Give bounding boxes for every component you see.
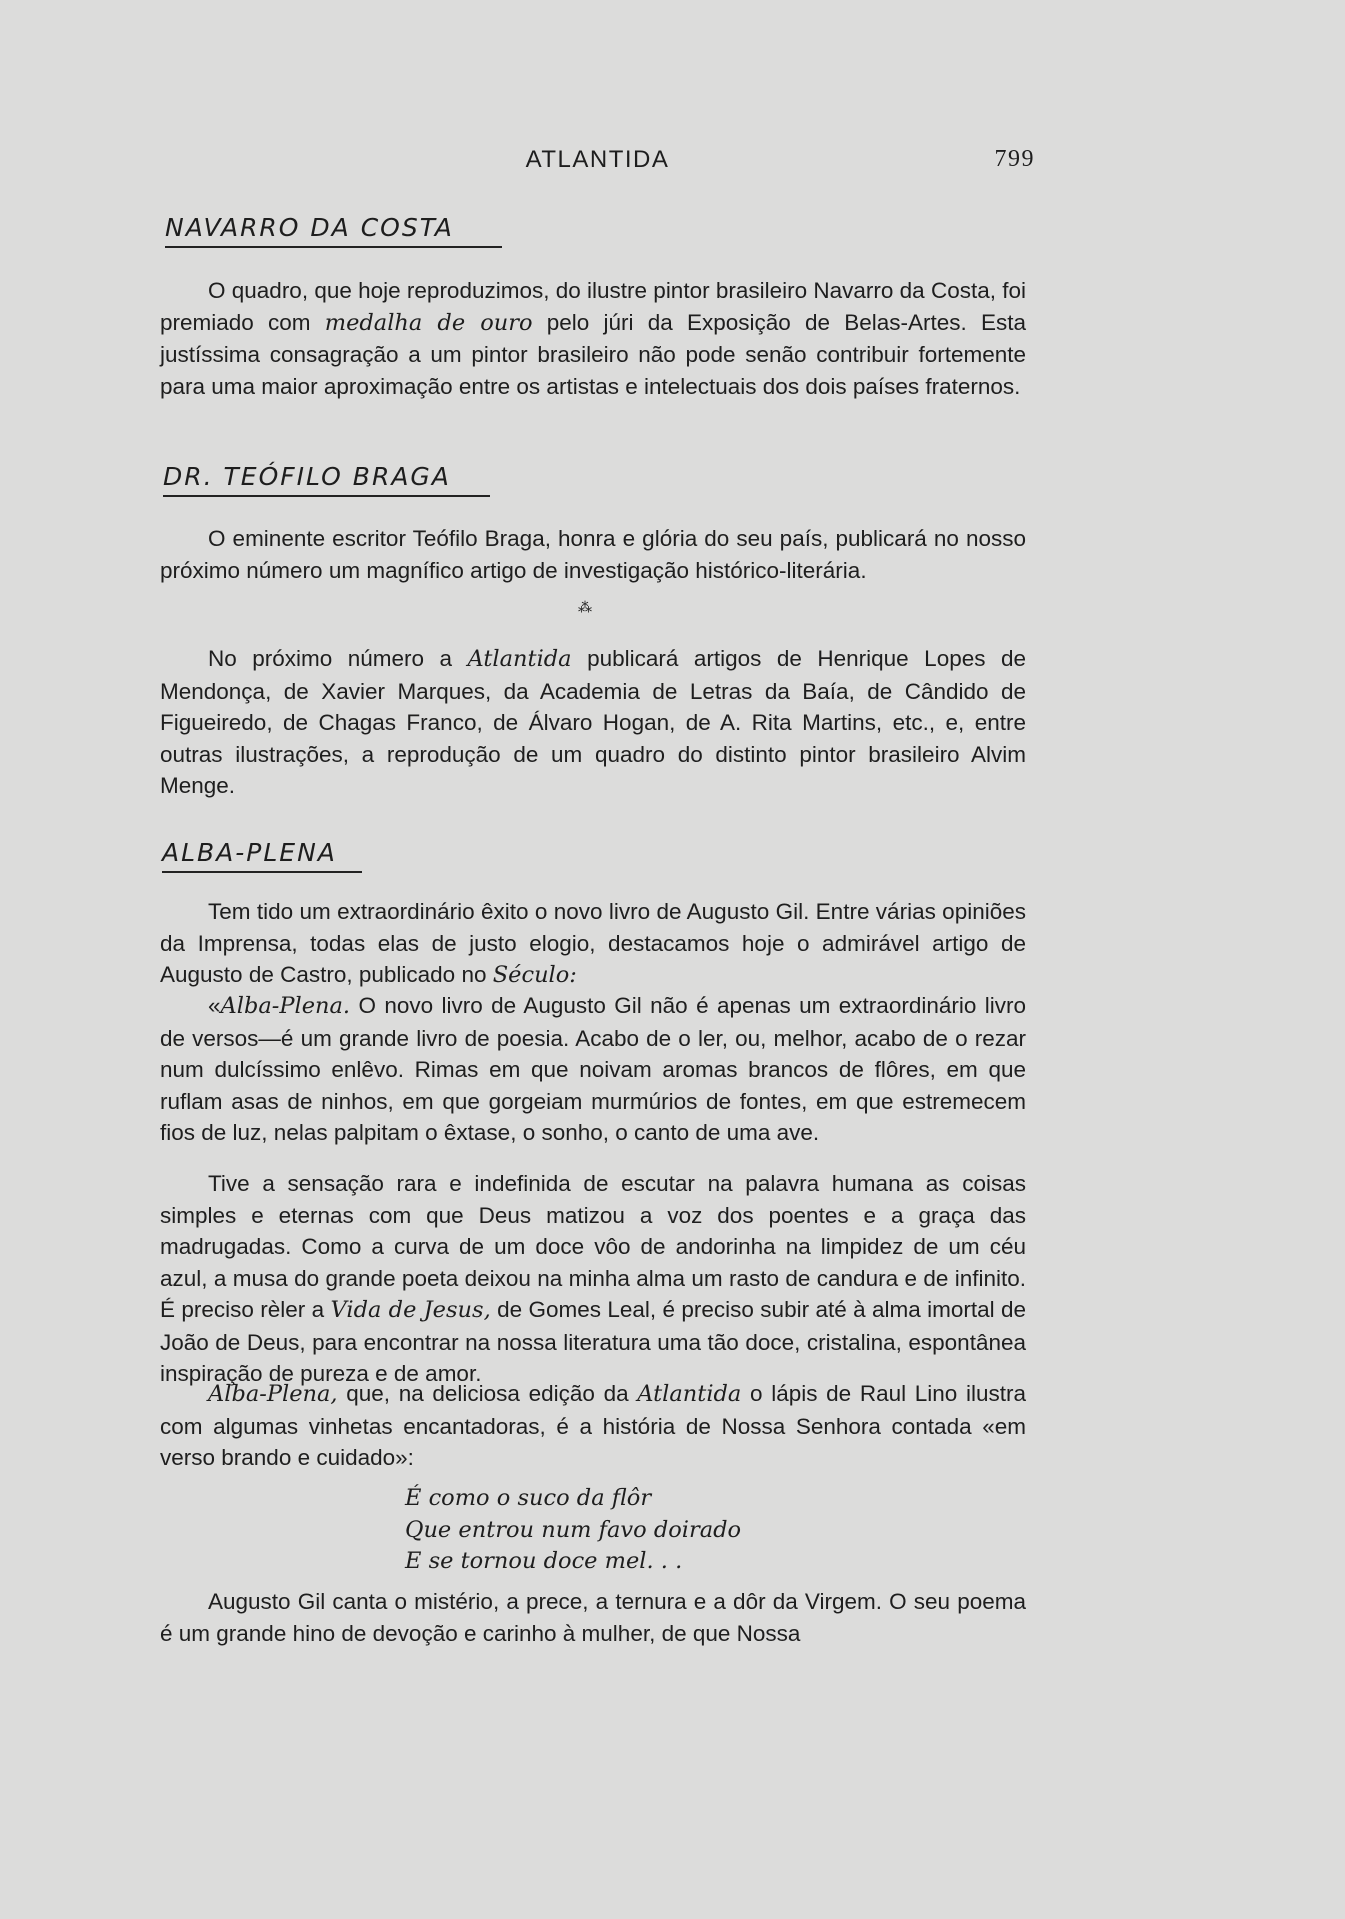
verse-quotation (405, 1483, 741, 1578)
running-head (160, 146, 1035, 178)
italic-text: Atlantida (467, 646, 572, 672)
paragraph-alba-plena-intro: Tem tido um extraordinário êxito o novo livro de Augusto Gil. Entre várias opiniões da Imprensa, todas elas de justo elogio, destacamos hoje o admirável artigo de Augusto de Castro, publicado no Século: (160, 899, 1026, 988)
paragraph-navarro-da-costa: O quadro, que hoje reproduzimos, do ilustre pintor brasileiro Navarro da Costa, foi premiado com medalha de ouro pelo júri da Exposição de Belas-Artes. Esta justíssima consagração a um pintor brasileiro não pode senão contribuir fortemente para uma maior aproximação entre os artistas e intelectuais dos dois países fraternos. (160, 278, 1026, 399)
paragraph-next-issue: No próximo número a Atlantida publicará artigos de Henrique Lopes de Mendonça, de Xavier Marques, da Academia de Letras da Baía, de Cândido de Figueiredo, de Chagas Franco, de Álvaro Hogan, de A. Rita Martins, etc., e, entre outras ilustrações, a reprodução de um quadro do distinto pintor brasileiro Alvim Menge. (160, 646, 1026, 798)
paragraph-alba-plena-review: «Alba-Plena. O novo livro de Augusto Gil não é apenas um extraordinário livro de versos—é um grande livro de poesia. Acabo de o ler, ou, melhor, acabo de o rezar num dulcíssimo enlêvo. Rimas em que noivam aromas brancos de flôres, em que ruflam asas de ninhos, em que gorgeiam murmúrios de fontes, em que estremecem fios de luz, nelas palpitam o êxtase, o sonho, o canto de uma ave. (160, 993, 1026, 1145)
asterism-separator: ⁂ (578, 600, 592, 616)
journal-title: ATLANTIDA (525, 146, 670, 173)
paragraph-teofilo-braga: O eminente escritor Teófilo Braga, honra e glória do seu país, publicará no nosso próximo número um magnífico artigo de investigação histórico-literária. (160, 526, 1026, 583)
section-heading-teofilo-braga: DR. TEÓFILO BRAGA (163, 462, 490, 497)
italic-text: Vida de Jesus, (330, 1297, 491, 1323)
verse-line: Que entrou num favo doirado (405, 1516, 742, 1543)
verse-line: E se tornou doce mel. . . (405, 1548, 683, 1574)
paragraph-alba-plena-edition: Alba-Plena, que, na deliciosa edição da Atlantida o lápis de Raul Lino ilustra com algumas vinhetas encantadoras, é a história de Nossa Senhora contada «em verso brando e cuidado»: (160, 1381, 1026, 1470)
section-heading-alba-plena: ALBA-PLENA (162, 838, 362, 873)
italic-text: Alba-Plena. (220, 993, 351, 1019)
paragraph-alba-plena-sensation: Tive a sensação rara e indefinida de escutar na palavra humana as coisas simples e eternas com que Deus matizou a voz dos poentes e a graça das madrugadas. Como a curva de um doce vôo de andorinha na limpidez de um céu azul, a musa do grande poeta deixou na minha alma um rasto de candura e de infinito. É preciso rèler a Vida de Jesus, de Gomes Leal, é preciso subir até à alma imortal de João de Deus, para encontrar na nossa literatura uma tão doce, cristalina, espontânea inspiração de pureza e de amor. (160, 1171, 1027, 1386)
page-number: 799 (994, 146, 1035, 172)
italic-text: Alba-Plena, (208, 1381, 338, 1407)
italic-text: medalha de ouro (324, 309, 533, 336)
italic-text: Atlantida (637, 1381, 742, 1407)
verse-line: É como o suco da flôr (405, 1485, 652, 1511)
italic-text: Século: (492, 962, 577, 988)
section-heading-navarro-da-costa: NAVARRO DA COSTA (165, 213, 502, 248)
paragraph-alba-plena-closing: Augusto Gil canta o mistério, a prece, a ternura e a dôr da Virgem. O seu poema é um grande hino de devoção e carinho à mulher, de que Nossa (160, 1589, 1026, 1646)
